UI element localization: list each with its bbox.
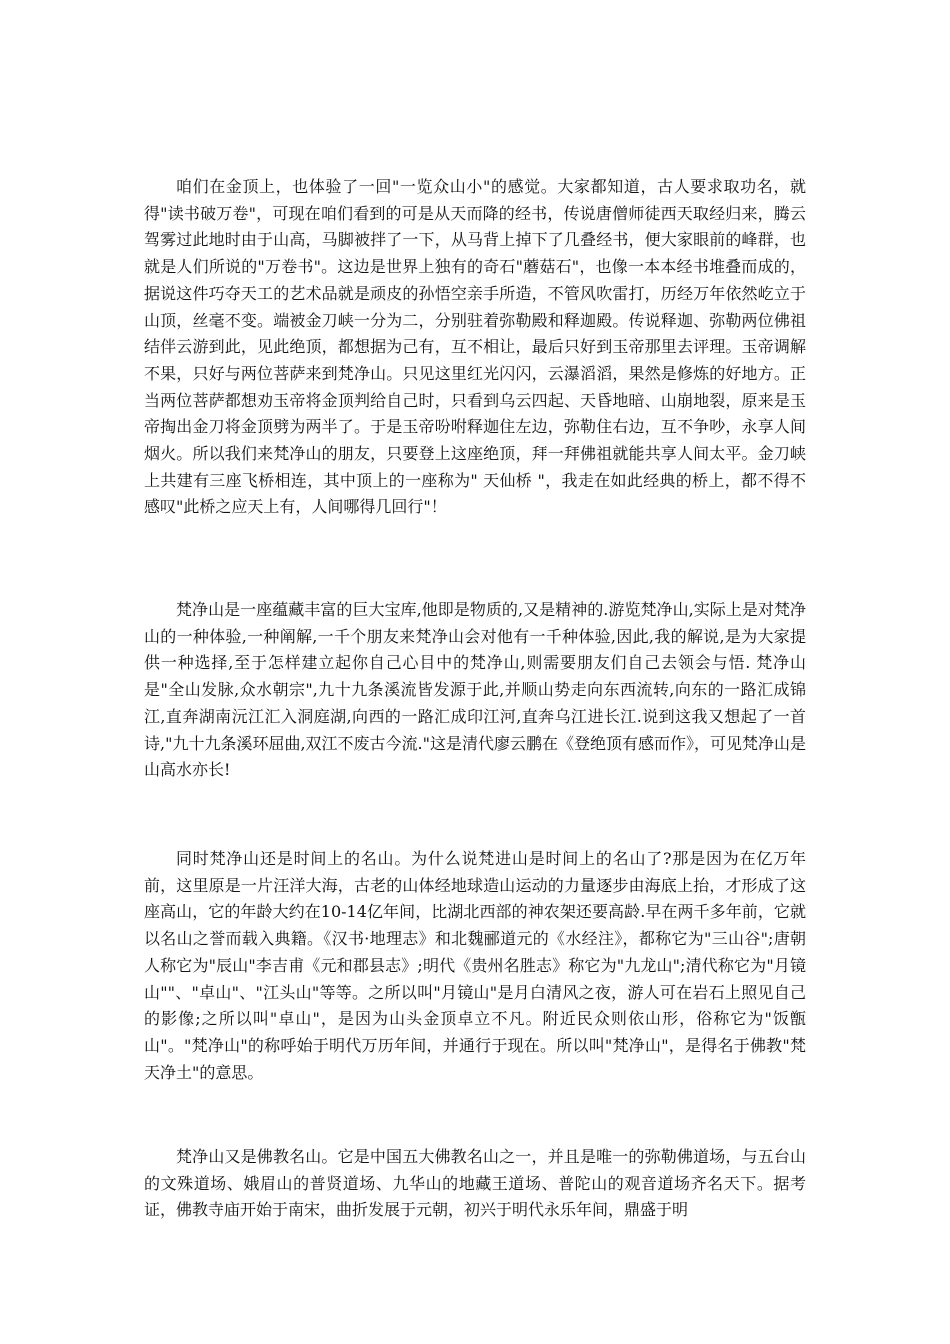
paragraph-jinding: 咱们在金顶上，也体验了一回"一览众山小"的感觉。大家都知道，古人要求取功名，就得"读书破万卷"，可现在咱们看到的可是从天而降的经书，传说唐僧师徒西天取经归来，腾云驾雾过此地时由于山高，马脚被拌了一下，从马背上掉下了几叠经书，便大家眼前的峰群，也就是人们所说的"万卷书"。这边是世界上独有的奇石"蘑菇石"，也像一本本经书堆叠而成的，据说这件巧夺天工的艺术品就是顽皮的孙悟空亲手所造，不管风吹雷打，历经万年依然屹立于山顶，丝毫不变。端被金刀峡一分为二，分别驻着弥勒殿和释迦殿。传说释迦、弥勒两位佛祖结伴云游到此，见此绝顶，都想据为己有，互不相让，最后只好到玉帝那里去评理。玉帝调解不果，只好与两位菩萨来到梵净山。只见这里红光闪闪，云瀑滔滔，果然是修炼的好地方。正当两位菩萨都想劝玉帝将金顶判给自己时，只看到乌云四起、天昏地暗、山崩地裂，原来是玉帝掏出金刀将金顶劈为两半了。于是玉帝吩咐释迦住左边，弥勒住右边，互不争吵，永享人间烟火。所以我们来梵净山的朋友，只要登上这座绝顶，拜一拜佛祖就能共享人间太平。金刀峡上共建有三座飞桥相连，其中顶上的一座称为" 天仙桥 "，我走在如此经典的桥上，都不得不感叹"此桥之应天上有，人间哪得几回行"！ xyxy=(144,177,806,517)
paragraph-famous-in-time: 同时梵净山还是时间上的名山。为什么说梵进山是时间上的名山了?那是因为在亿万年前，这里原是一片汪洋大海，古老的山体经地球造山运动的力量逐步由海底上抬，才形成了这座高山，它的年龄大约在10-14亿年间，比湖北西部的神农架还要高龄.早在两千多年前，它就以名山之誉而载入典籍。《汉书·地理志》和北魏郦道元的《水经注》，都称它为"三山谷";唐朝人称它为"辰山"李吉甫《元和郡县志》;明代《贵州名胜志》称它为"九龙山";清代称它为"月镜山""、"卓山"、"江头山"等等。之所以叫"月镜山"是月白清风之夜，游人可在岩石上照见自己的影像;之所以叫"卓山"，是因为山头金顶卓立不凡。附近民众则依山形，俗称它为"饭甑山"。"梵净山"的称呼始于明代万历年间，并通行于现在。所以叫"梵净山"，是得名于佛教"梵天净土"的意思。 xyxy=(144,849,806,1082)
paragraph-treasure-house: 梵净山是一座蕴藏丰富的巨大宝库,他即是物质的,又是精神的.游览梵净山,实际上是对梵净山的一种体验,一种阐解,一千个朋友来梵净山会对他有一千种体验,因此,我的解说,是为大家提供一种选择,至于怎样建立起你自己心目中的梵净山,则需要朋友们自己去领会与悟. 梵净山是"全山发脉,众水朝宗",九十九条溪流皆发源于此,并顺山势走向东西流转,向东的一路汇成锦江,直奔湖南沅江汇入洞庭湖,向西的一路汇成印江河,直奔乌江进长江.说到这我又想起了一首诗,"九十九条溪环屈曲,双江不废古今流."这是清代廖云鹏在《登绝顶有感而作》，可见梵净山是山高水亦长! xyxy=(144,600,806,780)
paragraph-buddhist-mountain: 梵净山又是佛教名山。它是中国五大佛教名山之一，并且是唯一的弥勒佛道场，与五台山的文殊道场、娥眉山的普贤道场、九华山的地藏王道场、普陀山的观音道场齐名天下。据考证，佛教寺庙开始于南宋，曲折发展于元朝，初兴于明代永乐年间，鼎盛于明 xyxy=(144,1147,806,1220)
